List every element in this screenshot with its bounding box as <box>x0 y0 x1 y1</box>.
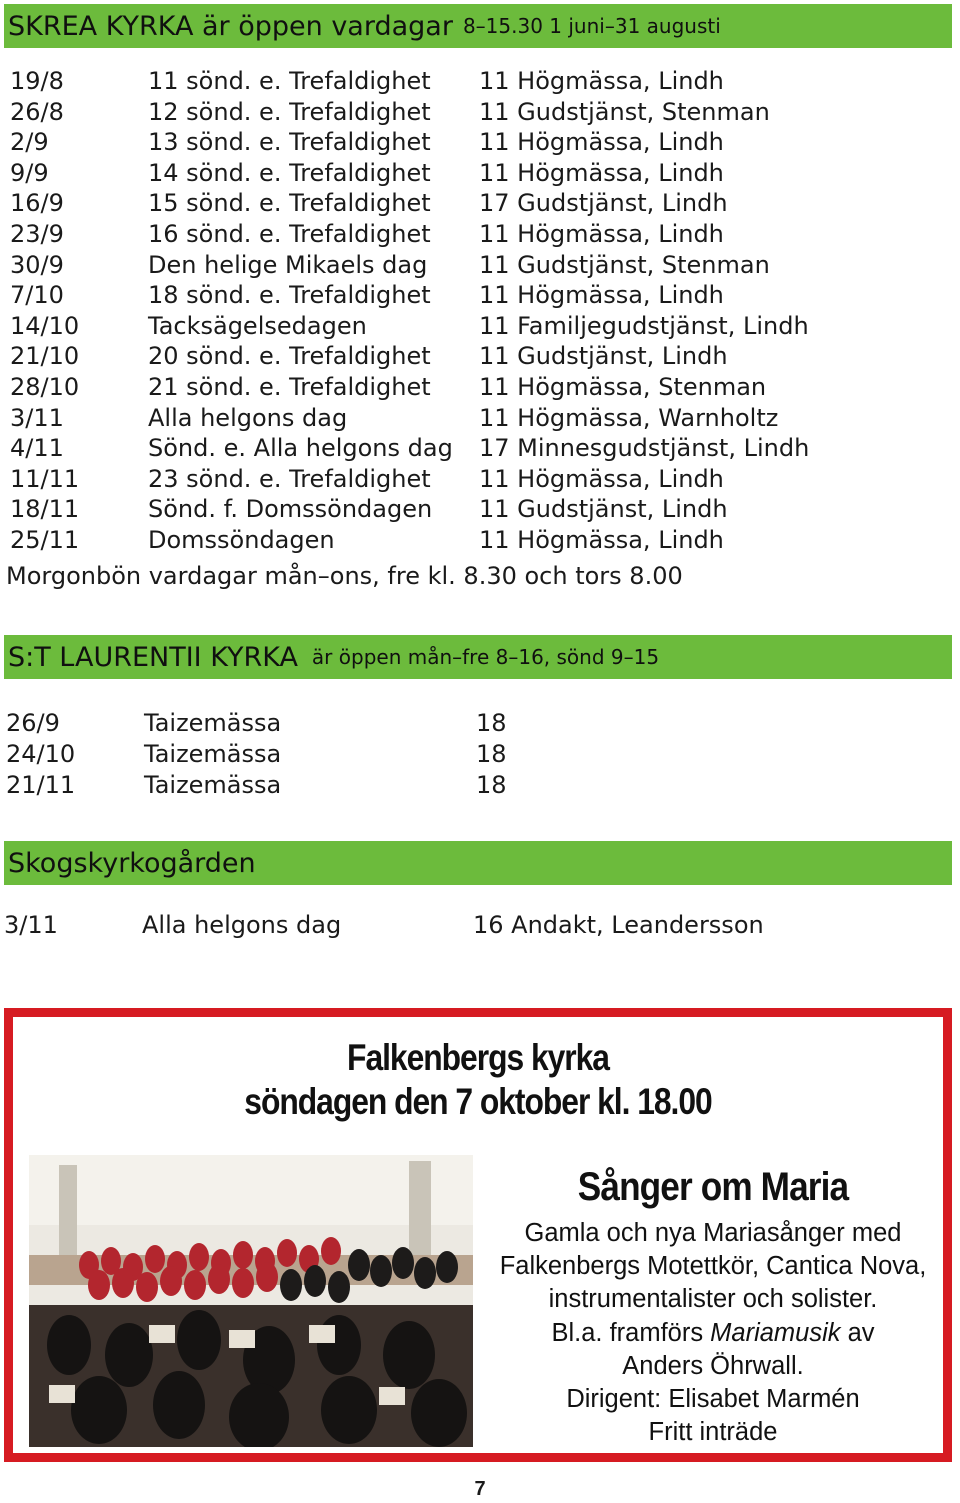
ad-line-6: Dirigent: Elisabet Marmén <box>566 1385 860 1414</box>
ad-line-4-em: Mariamusik <box>710 1318 841 1347</box>
row-date: 7/10 <box>10 281 64 310</box>
row-service: 11 Högmässa, Lindh <box>479 158 724 187</box>
row-day: Den helige Mikaels dag <box>148 250 428 279</box>
row-service: 17 Minnesgudstjänst, Lindh <box>479 434 810 463</box>
row-date: 19/8 <box>10 67 64 95</box>
schedule-row <box>0 910 764 940</box>
row-date: 2/9 <box>10 128 49 157</box>
ad-body <box>473 1217 953 1449</box>
row-service: 11 Högmässa, Lindh <box>479 281 724 310</box>
ad-line-2: Falkenbergs Motettkör, Cantica Nova, <box>499 1252 927 1281</box>
row-date: 23/9 <box>10 219 64 248</box>
ad-line-4 <box>473 1317 953 1350</box>
row-day: 21 sönd. e. Trefaldighet <box>148 372 431 401</box>
schedule-row <box>0 739 507 770</box>
schedule-row <box>0 250 809 281</box>
ad-line-5: Anders Öhrwall. <box>622 1351 804 1380</box>
row-date: 25/11 <box>10 525 80 554</box>
row-service: 17 Gudstjänst, Lindh <box>479 189 728 218</box>
row-day: 23 sönd. e. Trefaldighet <box>148 464 431 493</box>
row-day: Domssöndagen <box>148 525 335 554</box>
row-date: 28/10 <box>10 372 80 401</box>
row-day: Sönd. f. Domssöndagen <box>148 495 433 524</box>
schedule-row <box>0 66 809 97</box>
laurentii-hours: är öppen mån–fre 8–16, sönd 9–15 <box>311 645 660 669</box>
row-day: Tacksägelsedagen <box>148 311 367 340</box>
ad-line-7: Fritt inträde <box>648 1418 778 1447</box>
morning-prayer-note: Morgonbön vardagar mån–ons, fre kl. 8.30 och tors 8.00 <box>6 562 683 590</box>
schedule-row <box>0 158 809 189</box>
laurentii-schedule <box>0 708 507 800</box>
row-day: 18 sönd. e. Trefaldighet <box>148 281 431 310</box>
schedule-row <box>0 127 809 158</box>
row-date: 26/8 <box>10 97 64 126</box>
row-day: Taizemässa <box>144 770 282 799</box>
row-service: 11 Högmässa, Lindh <box>479 525 724 554</box>
ad-title: Sånger om Maria <box>577 1165 849 1209</box>
row-date: 18/11 <box>10 495 80 524</box>
laurentii-title: S:T LAURENTII KYRKA <box>8 641 298 673</box>
row-service: 11 Högmässa, Lindh <box>479 67 724 95</box>
row-date: 21/10 <box>10 342 80 371</box>
ad-headline-date: söndagen den 7 oktober kl. 18.00 <box>244 1081 712 1122</box>
row-service: 11 Högmässa, Warnholtz <box>479 403 779 432</box>
row-date: 30/9 <box>10 250 64 279</box>
row-date: 21/11 <box>6 770 76 799</box>
page-number: 7 <box>474 1478 486 1500</box>
row-service: 11 Högmässa, Stenman <box>479 372 767 401</box>
row-service: 16 Andakt, Leandersson <box>473 911 764 939</box>
schedule-row <box>0 403 809 434</box>
schedule-row <box>0 433 809 464</box>
choir-photo-drawing <box>29 1155 473 1447</box>
row-date: 4/11 <box>10 434 64 463</box>
ad-line-4-post: av <box>840 1318 875 1347</box>
skogs-title: Skogskyrkogården <box>8 847 256 879</box>
row-service: 11 Gudstjänst, Lindh <box>479 342 728 371</box>
schedule-row <box>0 708 507 739</box>
row-service: 18 <box>476 770 507 799</box>
schedule-row <box>0 494 809 525</box>
schedule-row <box>0 770 507 801</box>
row-date: 9/9 <box>10 158 49 187</box>
schedule-row <box>0 97 809 128</box>
row-date: 3/11 <box>4 911 58 939</box>
ad-line-4-pre: Bl.a. framförs <box>551 1318 711 1347</box>
row-date: 26/9 <box>6 709 60 737</box>
row-day: Alla helgons dag <box>142 911 342 939</box>
ad-line-3: instrumentalister och solister. <box>548 1285 878 1314</box>
row-day: 14 sönd. e. Trefaldighet <box>148 158 431 187</box>
skrea-header-bar <box>4 4 952 48</box>
concert-ad <box>4 1008 952 1462</box>
row-date: 14/10 <box>10 311 80 340</box>
row-service: 11 Familjegudstjänst, Lindh <box>479 311 809 340</box>
row-service: 18 <box>476 709 507 737</box>
row-service: 11 Gudstjänst, Stenman <box>479 250 770 279</box>
row-day: Sönd. e. Alla helgons dag <box>148 434 453 463</box>
ad-line-1: Gamla och nya Mariasånger med <box>524 1219 902 1247</box>
row-day: 11 sönd. e. Trefaldighet <box>148 67 431 95</box>
row-day: 15 sönd. e. Trefaldighet <box>148 189 431 218</box>
skogs-header-bar <box>4 841 952 885</box>
row-service: 11 Gudstjänst, Stenman <box>479 97 770 126</box>
row-date: 24/10 <box>6 739 76 768</box>
row-service: 11 Högmässa, Lindh <box>479 464 724 493</box>
row-day: 20 sönd. e. Trefaldighet <box>148 342 431 371</box>
schedule-row <box>0 311 809 342</box>
choir-photo <box>29 1155 473 1447</box>
row-day: Taizemässa <box>144 709 282 737</box>
laurentii-header-bar <box>4 635 952 679</box>
schedule-row <box>0 188 809 219</box>
schedule-row <box>0 219 809 250</box>
ad-headline-venue: Falkenbergs kyrka <box>347 1037 609 1078</box>
schedule-row <box>0 280 809 311</box>
row-day: 16 sönd. e. Trefaldighet <box>148 219 431 248</box>
row-service: 11 Högmässa, Lindh <box>479 128 724 157</box>
row-service: 18 <box>476 739 507 768</box>
row-day: Taizemässa <box>144 739 282 768</box>
row-day: 13 sönd. e. Trefaldighet <box>148 128 431 157</box>
skogs-schedule <box>0 910 764 940</box>
skrea-title: SKREA KYRKA är öppen vardagar <box>8 10 453 42</box>
schedule-row <box>0 525 809 556</box>
row-date: 16/9 <box>10 189 64 218</box>
skrea-schedule <box>0 66 809 556</box>
row-date: 11/11 <box>10 464 80 493</box>
row-day: 12 sönd. e. Trefaldighet <box>148 97 431 126</box>
skrea-hours: 8–15.30 1 juni–31 augusti <box>462 14 721 38</box>
schedule-row <box>0 372 809 403</box>
row-service: 11 Högmässa, Lindh <box>479 219 724 248</box>
row-day: Alla helgons dag <box>148 403 348 432</box>
row-service: 11 Gudstjänst, Lindh <box>479 495 728 524</box>
schedule-row <box>0 464 809 495</box>
schedule-row <box>0 341 809 372</box>
row-date: 3/11 <box>10 403 64 432</box>
